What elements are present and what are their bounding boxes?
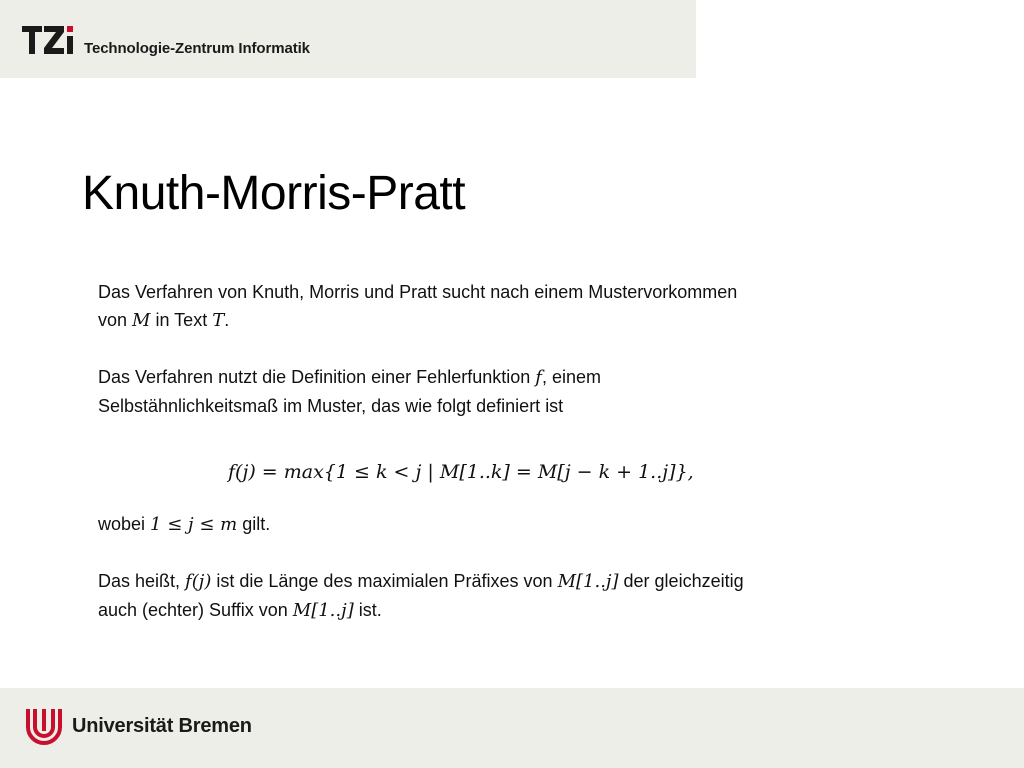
- p4-math-f: f(j): [185, 571, 212, 592]
- paragraph-2: [98, 363, 918, 420]
- p4-text-a: Das heißt,: [98, 571, 181, 591]
- p1-math-M: M: [132, 310, 151, 331]
- p4-math-M1: M[1..j]: [557, 571, 619, 592]
- p1-text-b: von: [98, 310, 128, 330]
- p2-text-a: Das Verfahren nutzt die Definition einer Fehlerfunktion: [98, 367, 531, 387]
- p1-math-T: T: [212, 310, 225, 331]
- header-band: [0, 0, 696, 78]
- p4-math-M2: M[1..j]: [292, 600, 354, 621]
- p2-text-b: , einem: [541, 367, 601, 387]
- p3-text-a: wobei: [98, 514, 146, 534]
- p1-text-c: in Text: [155, 310, 208, 330]
- p2-text-c: Selbstähnlichkeitsmaß im Muster, das wie folgt definiert ist: [98, 396, 564, 416]
- p2-math-f: f: [535, 367, 542, 388]
- p1-text-d: .: [224, 310, 230, 330]
- p1-text-a: Das Verfahren von Knuth, Morris und Pratt sucht nach einem Mustervorkommen: [98, 282, 738, 302]
- slide-title: Knuth-Morris-Pratt: [82, 167, 466, 220]
- p4-text-e: ist.: [358, 600, 382, 620]
- org-name: Technologie-Zentrum Informatik: [84, 40, 310, 57]
- university-seal-icon: [24, 707, 64, 747]
- tzi-logo-icon: [22, 24, 76, 58]
- paragraph-4: [98, 567, 918, 625]
- paragraph-3: [98, 510, 918, 539]
- formula: f(j) = max{1 ≤ k < j | M[1..k] = M[j − k + 1..j]},: [228, 461, 694, 483]
- slide-body: [98, 278, 918, 625]
- p4-text-d: auch (echter) Suffix von: [98, 600, 288, 620]
- p4-text-c: der gleichzeitig: [623, 571, 744, 591]
- p4-text-b: ist die Länge des maximialen Präfixes von: [216, 571, 553, 591]
- university-name: Universität Bremen: [72, 715, 252, 737]
- p3-text-b: gilt.: [242, 514, 271, 534]
- paragraph-1: [98, 278, 918, 335]
- p3-math: 1 ≤ j ≤ m: [150, 514, 238, 535]
